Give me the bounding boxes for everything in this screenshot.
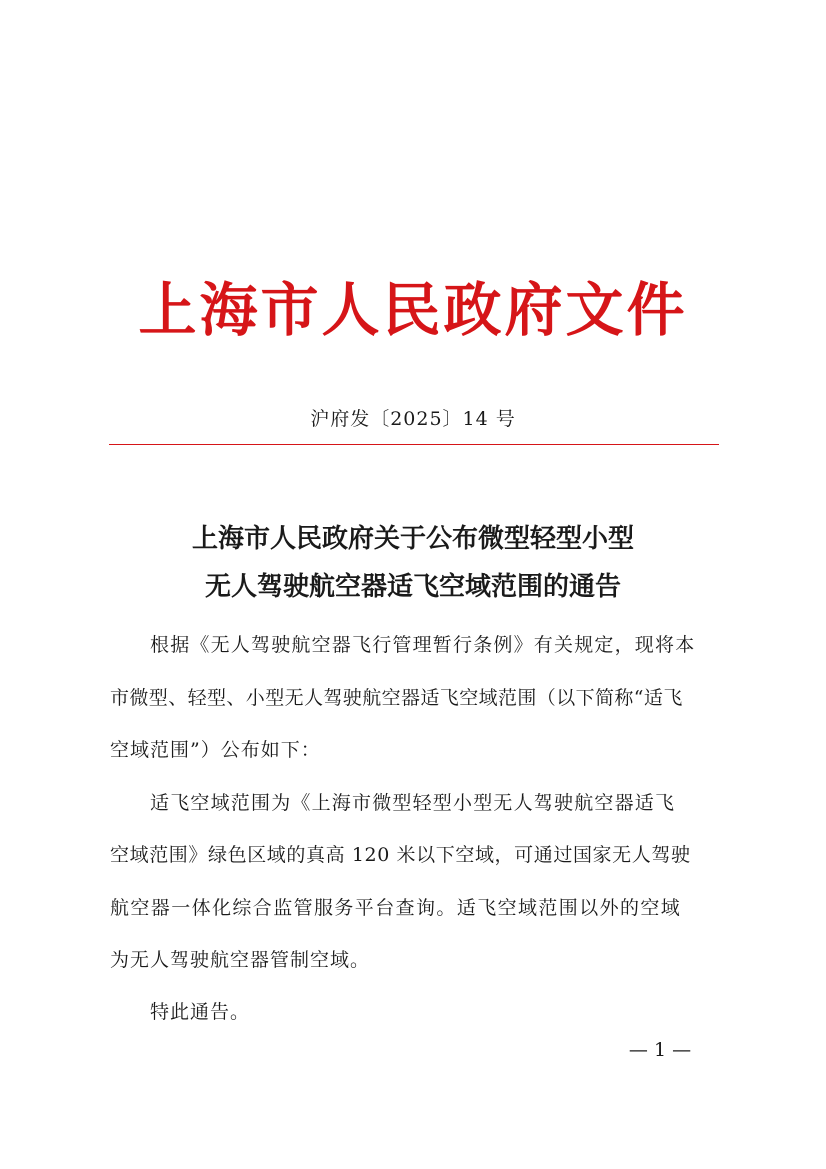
- paragraph-1-line-2: 市微型、轻型、小型无人驾驶航空器适飞空域范围（以下简称“适飞: [110, 687, 683, 709]
- paragraph-2-line-4: 为无人驾驶航空器管制空域。: [110, 949, 371, 971]
- header-divider: [109, 444, 719, 445]
- notice-title-line-1: 上海市人民政府关于公布微型轻型小型: [191, 524, 634, 554]
- paragraph-1-line-3: 空域范围”）公布如下：: [110, 739, 321, 761]
- paragraph-2-line-2: 空域范围》绿色区域的真高 120 米以下空域，可通过国家无人驾驶: [110, 844, 691, 866]
- page-number: — 1 —: [628, 1039, 692, 1061]
- document-number: 沪府发〔2025〕14 号: [310, 408, 516, 430]
- paragraph-2-line-3: 航空器一体化综合监管服务平台查询。适飞空域范围以外的空域: [110, 897, 682, 919]
- notice-title-line-2: 无人驾驶航空器适飞空域范围的通告: [204, 572, 621, 602]
- closing-line: 特此通告。: [150, 1001, 251, 1023]
- paragraph-1-line-1: 根据《无人驾驶航空器飞行管理暂行条例》有关规定，现将本: [150, 634, 696, 656]
- paragraph-2-line-1: 适飞空域范围为《上海市微型轻型小型无人驾驶航空器适飞: [150, 792, 676, 814]
- document-header-title: 上海市人民政府文件: [138, 276, 688, 344]
